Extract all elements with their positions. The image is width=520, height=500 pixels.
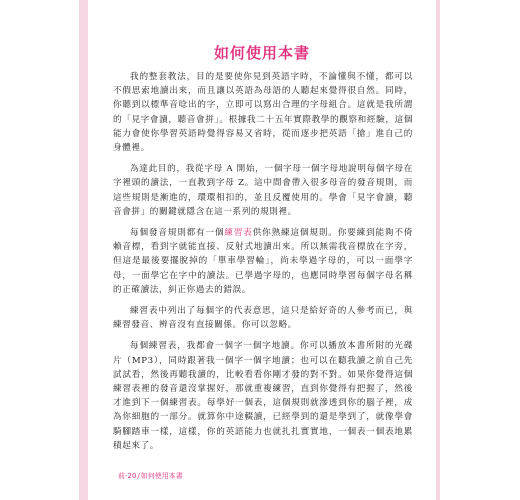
paragraph-5: 每個練習表，我都會一個字一個字地讀。你可以播放本書所附的光碟片（MP3），同時跟著我一個字一個字地讀；也可以在聽我讀之前自己先試試看，然後再聽我讀的，比較看看你剛才發的對不對。如果你覺得這個練習表裡的發音還沒掌握好，那就重複練習，直到你覺得有把握了，然後才進到下一個練習表。每學好一個表，這個規則就滲透到你的腦子裡，成為你細胞的一部分。就算你中途輟讀，已經學到的還是學到了，就像學會騎腳踏車一樣，這樣，你的英語能力也就扎扎實實地，一個表一個表地累積起來了。 — [113, 341, 413, 451]
highlight-term: 練習表 — [224, 228, 253, 239]
right-margin-band — [436, 0, 440, 500]
paragraph-1: 我的整套教法，目的是要使你見到英語字時，不論懂與不懂，都可以不假思索地讀出來，而且讓以英語為母語的人聽起來覺得很自然。同時，你聽到以標準音唸出的字，立即可以寫出合理的字母組合。這就是我所謂的「見字會讀，聽音會拼」。根據我二十五年實際教學的觀察和經驗，這個能力會使你學習英語時覺得容易又省時，從而逐步把英語「搶」進自己的身體裡。 — [113, 72, 413, 154]
footer-section-name: 如何使用本書 — [140, 472, 183, 480]
page-number: 前-20 — [118, 472, 137, 480]
paragraph-3 — [113, 226, 413, 297]
paragraph-3-rest: 供你熟練這個規則。你要練到能夠不倚賴音標，看到字就能直接、反射式地讀出來。所以無需我音標放在字旁，但這是最後要擺脫掉的「單車學習輪」，尚未學過字母的，可以一面學字母，一面學它在字中的讀法。已學過字母的，也應同時學習每個字母名稱的正確讀法，糾正你過去的錯誤。 — [113, 228, 413, 295]
page-footer — [118, 471, 183, 481]
page-content-area — [88, 0, 436, 500]
footer-separator: / — [137, 472, 140, 480]
left-margin-band — [79, 0, 88, 500]
paragraph-4: 練習表中列出了每個字的代表意思，這只是給好奇的人參考而已，與練習發音、辨音沒有直接關係。你可以忽略。 — [113, 306, 413, 331]
paragraph-2: 為達此目的，我從字母 A 開始，一個字母一個字母地說明每個字母在字裡頭的讀法，一直教到字母 Z。這中間會帶入很多母音的發音規則，而這些規則是漸進的，環環相扣的，並且反覆使用的。學會「見字會讀，聽音會拼」的關鍵就隱含在這一系列的規則裡。 — [113, 164, 413, 217]
body-text — [113, 70, 413, 460]
page-title: 如何使用本書 — [213, 44, 310, 62]
paragraph-3-lead: 每個發音規則都有一個 — [130, 228, 225, 239]
